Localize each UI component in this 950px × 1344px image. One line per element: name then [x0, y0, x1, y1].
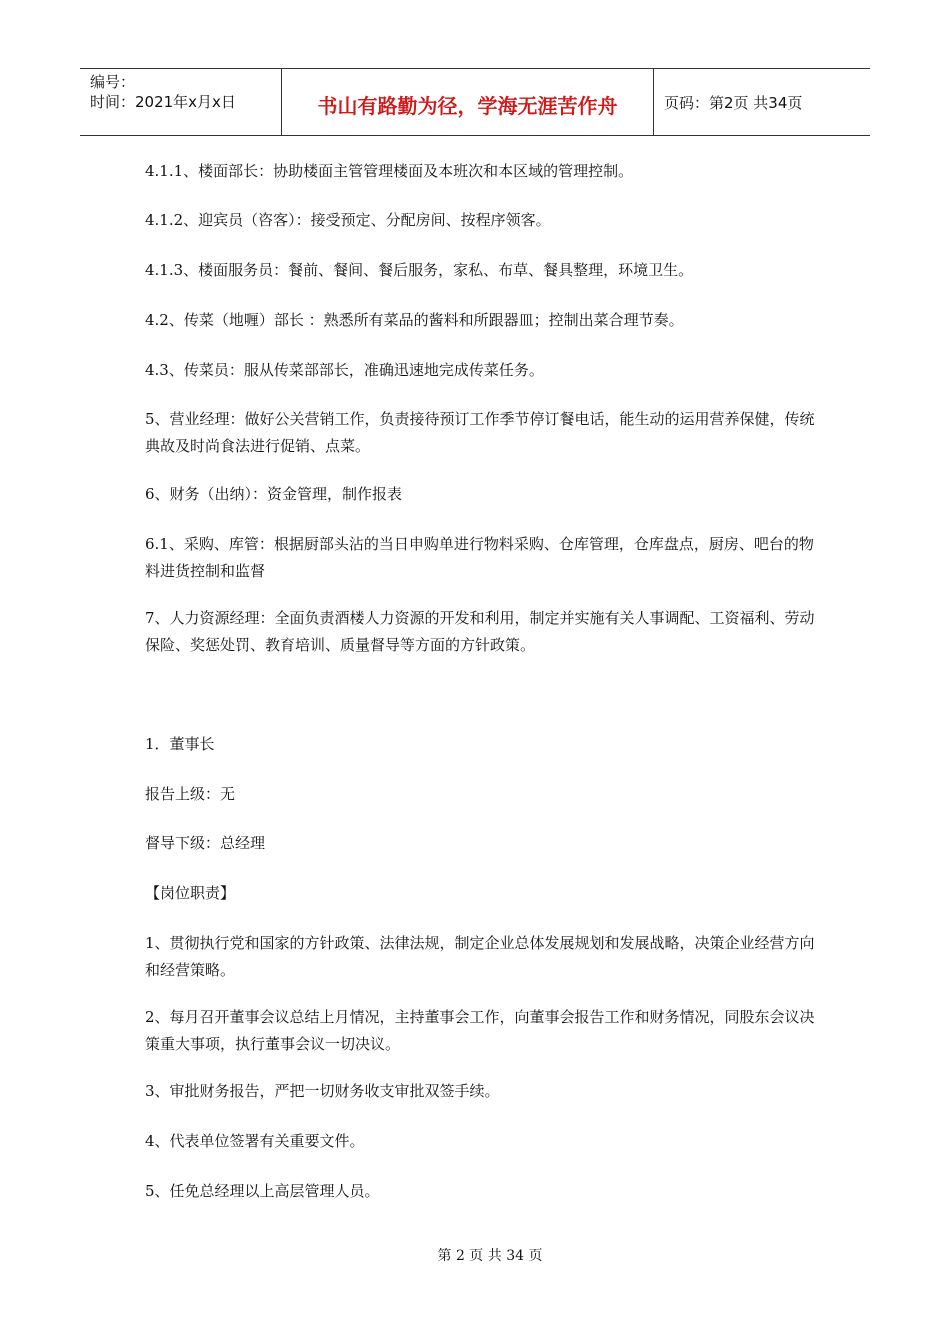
- paragraph: 7、人力资源经理：全面负责酒楼人力资源的开发和利用，制定并实施有关人事调配、工资福利、劳动保险、奖惩处罚、教育培训、质量督导等方面的方针政策。: [145, 609, 815, 654]
- paragraph: 4.3、传菜员：服从传菜部部长，准确迅速地完成传菜任务。: [145, 361, 544, 379]
- header-motto: 书山有路勤为径，学海无涯苦作舟: [282, 69, 654, 135]
- paragraph: 6.1、采购、库管：根据厨部头沾的当日申购单进行物料采购、仓库管理，仓库盘点，厨房、吧台的物料进货控制和监督: [145, 535, 814, 580]
- document-header: [80, 68, 870, 136]
- paragraph: 2、每月召开董事会议总结上月情况，主持董事会工作，向董事会报告工作和财务情况，同股东会议决策重大事项，执行董事会议一切决议。: [145, 1008, 815, 1053]
- section-heading: 1．董事长: [145, 735, 215, 753]
- paragraph: 3、审批财务报告，严把一切财务收支审批双签手续。: [145, 1082, 500, 1100]
- date-label: 时间：2021年x月x日: [90, 93, 236, 111]
- number-label: 编号：: [90, 73, 136, 91]
- paragraph: 4.1.3、楼面服务员：餐前、餐间、餐后服务，家私、布草、餐具整理，环境卫生。: [145, 261, 694, 279]
- paragraph: 5、营业经理：做好公关营销工作，负责接待预订工作季节停订餐电话，能生动的运用营养保健，传统典故及时尚食法进行促销、点菜。: [145, 410, 815, 455]
- paragraph: 【岗位职责】: [145, 884, 236, 902]
- header-page-info: 页码：第2页 共34页: [664, 93, 803, 112]
- header-meta: [80, 69, 282, 135]
- paragraph: 5、任免总经理以上高层管理人员。: [145, 1182, 380, 1200]
- paragraph: 4、代表单位签署有关重要文件。: [145, 1132, 365, 1150]
- paragraph: 4.2、传菜（地喱）部长 ：熟悉所有菜品的酱料和所跟器皿；控制出菜合理节奏。: [145, 311, 684, 329]
- paragraph: 督导下级：总经理: [145, 834, 266, 852]
- paragraph: 4.1.2、迎宾员（咨客）：接受预定、分配房间、按程序领客。: [145, 211, 551, 229]
- paragraph: 1、贯彻执行党和国家的方针政策、法律法规，制定企业总体发展规划和发展战略，决策企业经营方向和经营策略。: [145, 934, 815, 979]
- paragraph: 6、财务（出纳）：资金管理，制作报表: [145, 485, 403, 503]
- paragraph: 4.1.1、楼面部长：协助楼面主管管理楼面及本班次和本区域的管理控制。: [145, 162, 634, 180]
- paragraph: 报告上级：无: [145, 785, 236, 803]
- page-footer: 第 2 页 共 34 页: [437, 1248, 543, 1264]
